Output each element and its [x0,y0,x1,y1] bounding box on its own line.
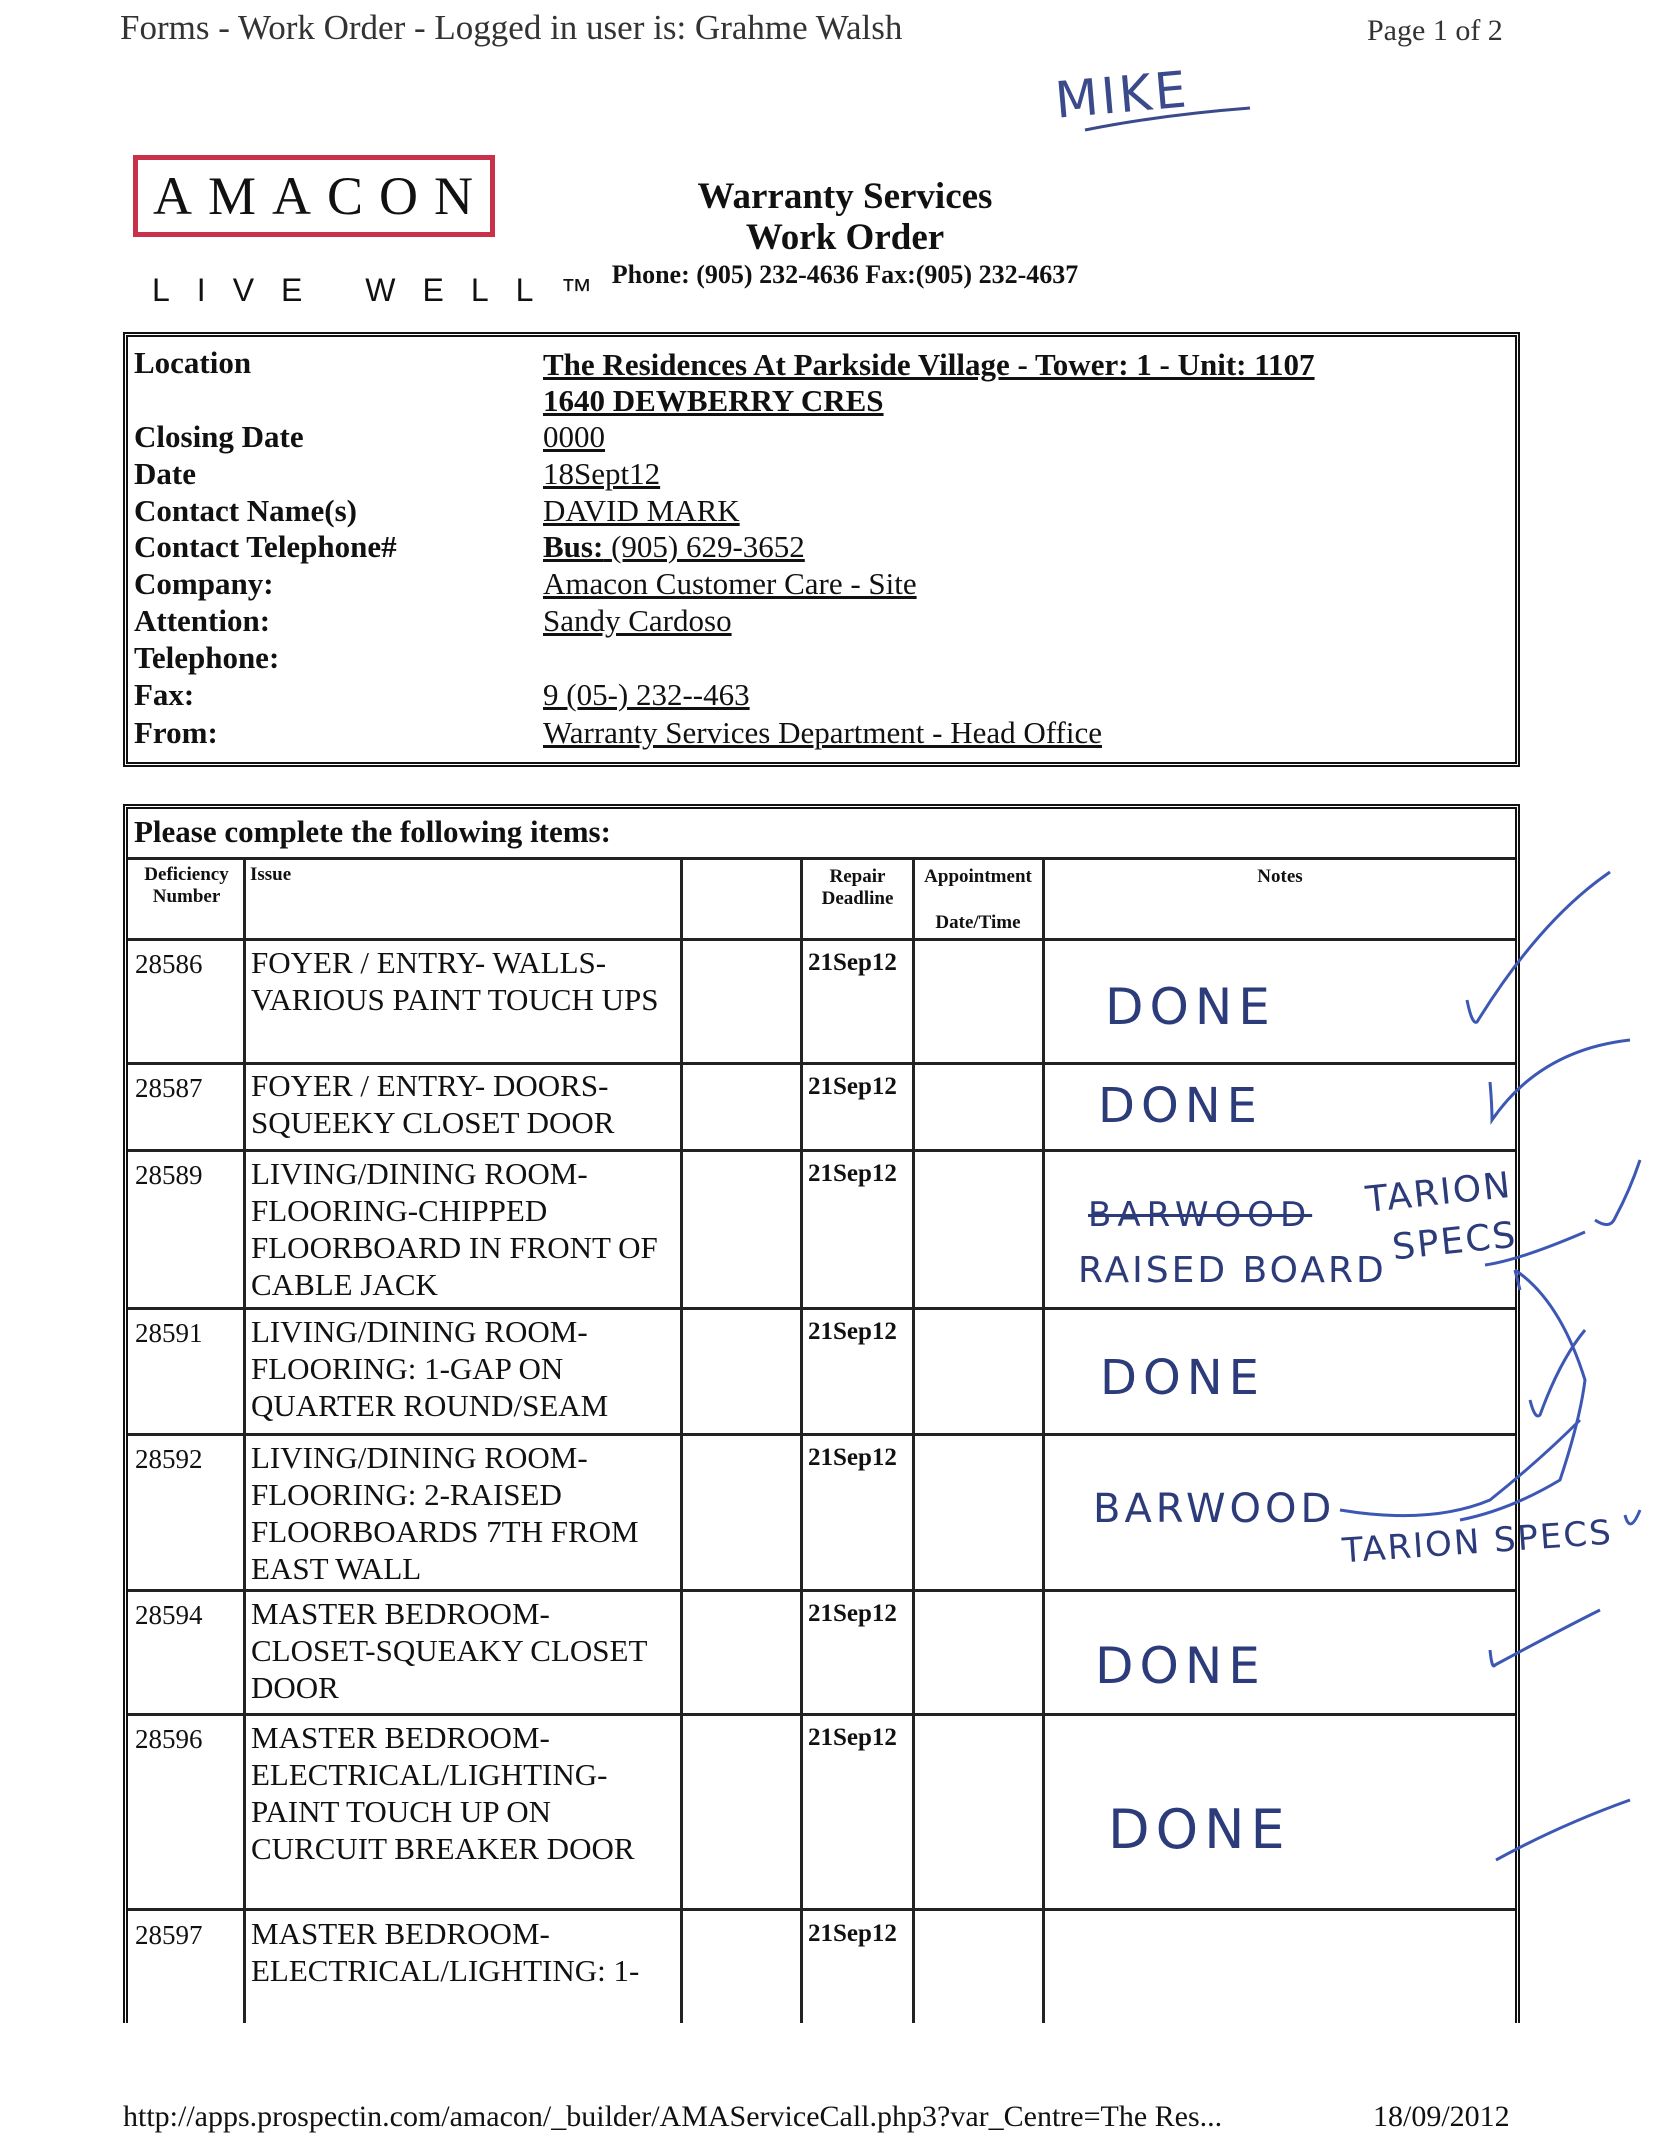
repair-deadline: 21Sep12 [808,1318,897,1345]
telephone-label: Telephone: [134,640,280,675]
repair-deadline: 21Sep12 [808,949,897,976]
fax-label: Fax: [134,677,195,712]
deficiency-number: 28591 [135,1318,203,1348]
handwritten-note: DONE [1098,1078,1263,1134]
header-deficiency-number: Deficiency Number [144,864,229,907]
document-title: Warranty Services [697,176,993,217]
handwritten-note: DONE [1095,1637,1266,1695]
tel-number: (905) 629-3652 [611,529,805,564]
from-label: From: [134,715,218,750]
repair-deadline: 21Sep12 [808,1724,897,1751]
contact-name-value: DAVID MARK [543,493,740,528]
footer-date: 18/09/2012 [1373,2100,1510,2133]
location-label: Location [134,345,252,380]
issue-text: FOYER / ENTRY- WALLS- VARIOUS PAINT TOUCH UPS [251,945,659,1017]
handwritten-note: DONE [1105,978,1276,1036]
attention-label: Attention: [134,603,271,638]
items-table-title: Please complete the following items: [134,814,611,849]
deficiency-number: 28597 [135,1920,203,1950]
issue-text: MASTER BEDROOM- ELECTRICAL/LIGHTING: 1- [251,1916,640,1988]
tel-prefix: Bus: [543,529,604,564]
handwritten-checkmarks [1040,860,1653,1960]
date-value: 18Sept12 [543,456,661,491]
fax-value: 9 (05-) 232--463 [543,677,750,712]
header-datetime: Date/Time [935,912,1021,933]
repair-deadline: 21Sep12 [808,1160,897,1187]
header-repair-deadline: Repair Deadline [821,866,894,909]
issue-text: MASTER BEDROOM- CLOSET-SQUEAKY CLOSET DOOR [251,1596,647,1705]
col-line [912,860,915,2023]
issue-text: LIVING/DINING ROOM- FLOORING-CHIPPED FLOORBOARD IN FRONT OF CABLE JACK [251,1156,658,1302]
handwritten-note: BARWOOD [1093,1486,1336,1532]
deficiency-number: 28586 [135,949,203,979]
struck-note: BARWOOD [1088,1195,1313,1235]
handwritten-note: RAISED BOARD [1078,1250,1387,1291]
handwritten-name: MIKE [1052,60,1192,130]
footer-url: http://apps.prospectin.com/amacon/_builder/AMAServiceCall.php3?var_Centre=The Res... [123,2100,1223,2133]
date-label: Date [134,456,196,491]
contact-telephone-label: Contact Telephone# [134,529,397,564]
issue-text: LIVING/DINING ROOM- FLOORING: 1-GAP ON QUARTER ROUND/SEAM [251,1314,609,1423]
header-appointment: Appointment [924,866,1032,887]
col-line [243,860,246,2023]
amacon-logo: AMACON [133,155,495,237]
attention-value: Sandy Cardoso [543,603,732,638]
company-value: Amacon Customer Care - Site [543,566,917,601]
page-number: Page 1 of 2 [1367,14,1503,47]
deficiency-number: 28592 [135,1444,203,1474]
deficiency-number: 28587 [135,1073,203,1103]
contact-telephone-value [543,529,805,565]
company-label: Company: [134,566,274,601]
handwritten-note: DONE [1108,1798,1291,1861]
col-line [680,860,683,2023]
repair-deadline: 21Sep12 [808,1444,897,1471]
col-line [800,860,803,2023]
issue-text: FOYER / ENTRY- DOORS- SQUEEKY CLOSET DOOR [251,1068,615,1140]
header-issue: Issue [250,864,292,885]
side-note: TARION SPECS [1340,1512,1615,1572]
handwritten-underline [1080,100,1260,140]
closing-date-label: Closing Date [134,419,304,454]
repair-deadline: 21Sep12 [808,1600,897,1627]
page-header-text: Forms - Work Order - Logged in user is: Grahme Walsh [120,8,903,47]
closing-date-value: 0000 [543,419,605,454]
phone-fax: Phone: (905) 232-4636 Fax:(905) 232-4637 [611,260,1079,289]
contact-name-label: Contact Name(s) [134,493,357,528]
repair-deadline: 21Sep12 [808,1920,897,1947]
handwritten-note: DONE [1100,1350,1265,1406]
location-value: The Residences At Parkside Village - Tower: 1 - Unit: 1107 [543,347,1315,382]
deficiency-number: 28596 [135,1724,203,1754]
issue-text: LIVING/DINING ROOM- FLOORING: 2-RAISED FLOORBOARDS 7TH FROM EAST WALL [251,1440,639,1586]
deficiency-number: 28589 [135,1160,203,1190]
deficiency-number: 28594 [135,1600,203,1630]
header-notes: Notes [1257,866,1303,887]
side-note: TARION SPECS [1363,1164,1520,1269]
from-value: Warranty Services Department - Head Office [543,715,1102,750]
repair-deadline: 21Sep12 [808,1073,897,1100]
logo-tagline: LIVE WELL™ [152,272,620,308]
address-value: 1640 DEWBERRY CRES [543,383,884,418]
document-subtitle: Work Order [745,217,945,258]
issue-text: MASTER BEDROOM- ELECTRICAL/LIGHTING- PAINT TOUCH UP ON CURCUIT BREAKER DOOR [251,1720,635,1866]
